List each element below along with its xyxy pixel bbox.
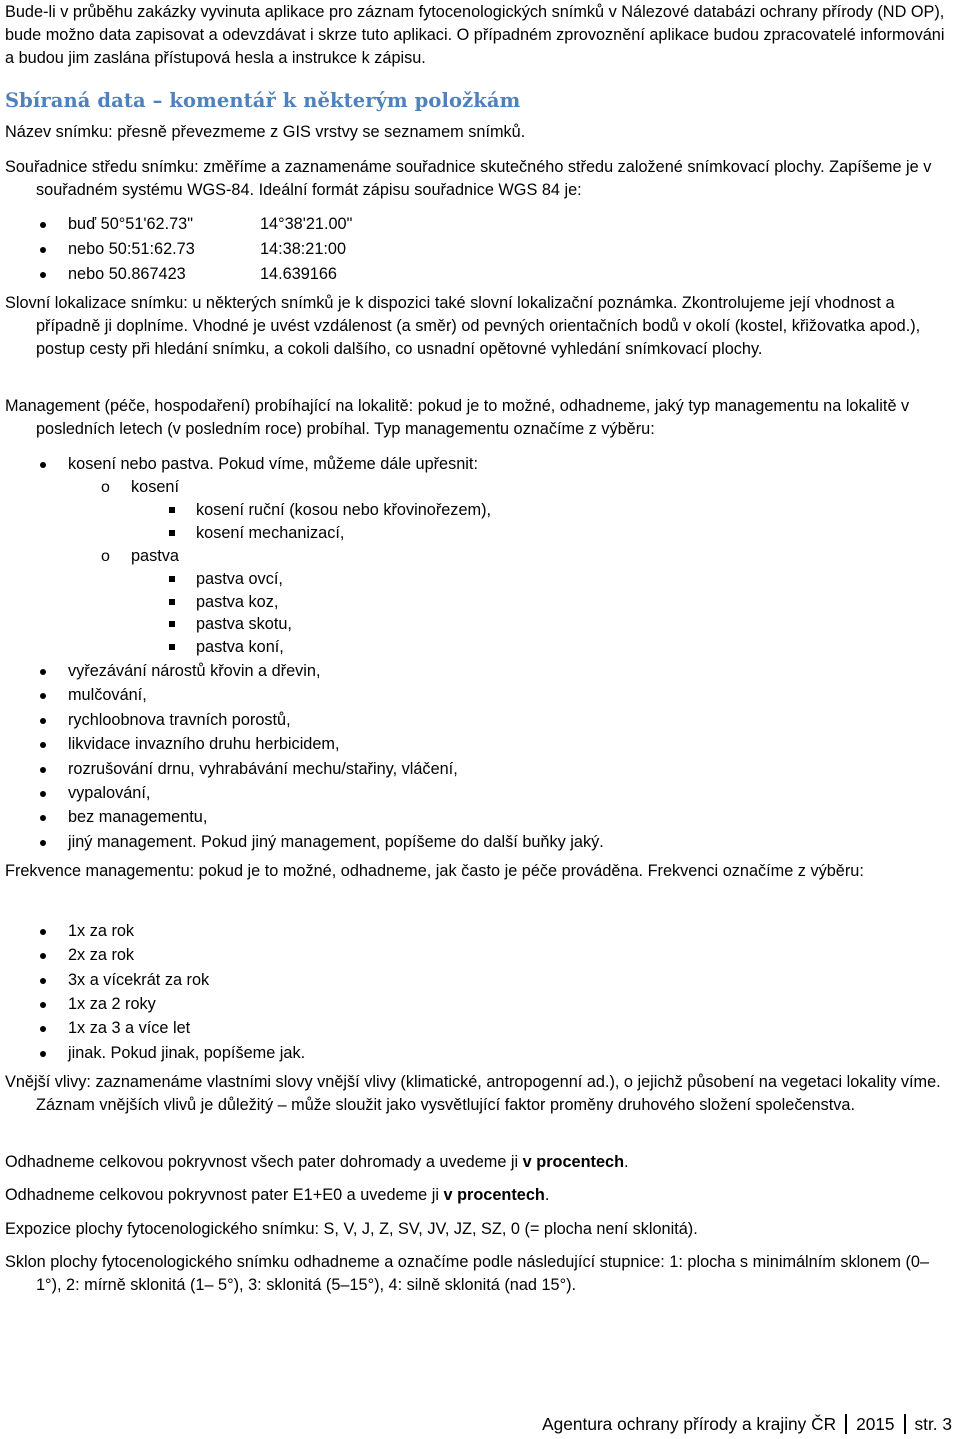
- list-item-text: 1x za 3 a více let: [68, 1019, 191, 1037]
- bullet-icon: [40, 693, 46, 699]
- bullet-icon: [40, 222, 46, 228]
- square-bullet-icon: [169, 507, 175, 513]
- page-footer: [542, 1413, 952, 1436]
- list-item-text: kosení ruční (kosou nebo křovinořezem),: [196, 501, 492, 519]
- bullet-icon: [40, 1002, 46, 1008]
- square-bullet-icon: [169, 599, 175, 605]
- bullet-icon: [40, 815, 46, 821]
- pokryvnost-e1e0-text: Odhadneme celkovou pokryvnost pater E1+E0 a uvedeme ji: [5, 1186, 444, 1204]
- list-item-text: kosení nebo pastva. Pokud víme, můžeme dále upřesnit:: [68, 455, 478, 473]
- list-item-text: rychloobnova travních porostů,: [68, 711, 291, 729]
- list-item-text: vyřezávání nárostů křovin a dřevin,: [68, 662, 321, 680]
- list-item-text: kosení: [131, 478, 179, 496]
- list-item-text: rozrušování drnu, vyhrabávání mechu/stařiny, vláčení,: [68, 760, 458, 778]
- coordinate-lat: buď 50°51'62.73": [68, 215, 194, 233]
- list-item-text: pastva: [131, 547, 179, 565]
- square-bullet-icon: [169, 621, 175, 627]
- nazev-paragraph: Název snímku: přesně převezmeme z GIS vrstvy se seznamem snímků.: [5, 123, 526, 141]
- bullet-icon: [40, 247, 46, 253]
- pokryvnost-all-text: Odhadneme celkovou pokryvnost všech pater dohromady a uvedeme ji: [5, 1153, 523, 1171]
- footer-separator: [845, 1414, 847, 1434]
- list-item-text: 3x a vícekrát za rok: [68, 971, 210, 989]
- coordinate-lon: 14.639166: [260, 265, 337, 283]
- pokryvnost-e1e0-emphasis: v procentech: [443, 1186, 545, 1204]
- list-item-text: 1x za rok: [68, 922, 135, 940]
- pokryvnost-e1e0-paragraph: [5, 1184, 953, 1207]
- pokryvnost-all-emphasis: v procentech: [522, 1153, 625, 1171]
- coordinate-lon: 14:38:21:00: [260, 240, 347, 258]
- intro-paragraph: Bude-li v průběhu zakázky vyvinuta aplikace pro záznam fytocenologických snímků v Nálezové databázi ochrany přírody (ND OP), bude možno data zapisovat a odevzdávat i skrze tuto aplikaci. O případném zprovoznění aplikace budou zpracovatelé informováni a budou jim zaslána přístupová hesla a instrukce k zápisu.: [5, 3, 945, 67]
- footer-separator: [904, 1414, 906, 1434]
- bullet-icon: [40, 742, 46, 748]
- list-item-text: kosení mechanizací,: [196, 524, 345, 542]
- souradnice-paragraph: Souřadnice středu snímku: změříme a zaznamenáme souřadnice skutečného středu založené snímkovací plochy. Zapíšeme je v souřadném systému WGS-84. Ideální formát zápisu souřadnice WGS 84 je:: [5, 158, 932, 199]
- coordinate-lat: nebo 50:51:62.73: [68, 240, 195, 258]
- bullet-icon: [40, 718, 46, 724]
- list-item-text: likvidace invazního druhu herbicidem,: [68, 735, 340, 753]
- bullet-icon: [40, 462, 46, 468]
- bullet-icon: [40, 1026, 46, 1032]
- list-item-text: vypalování,: [68, 784, 151, 802]
- list-item-text: jinak. Pokud jinak, popíšeme jak.: [68, 1044, 306, 1062]
- frekvence-paragraph: Frekvence managementu: pokud je to možné, odhadneme, jak často je péče prováděna. Frekvenci označíme z výběru:: [5, 862, 864, 880]
- bullet-icon: [40, 272, 46, 278]
- bullet-icon: [40, 669, 46, 675]
- list-item-text: pastva ovcí,: [196, 570, 283, 588]
- bullet-icon: [40, 840, 46, 846]
- bullet-icon: [40, 978, 46, 984]
- coordinate-lon: 14°38'21.00": [260, 215, 353, 233]
- square-bullet-icon: [169, 644, 175, 650]
- circle-bullet-icon: o: [101, 479, 110, 496]
- square-bullet-icon: [169, 576, 175, 582]
- footer-year: 2015: [856, 1414, 895, 1434]
- list-item-text: pastva koní,: [196, 638, 284, 656]
- pokryvnost-all-end: .: [624, 1153, 629, 1171]
- management-paragraph: Management (péče, hospodaření) probíhající na lokalitě: pokud je to možné, odhadneme, jaký typ managementu na lokalitě v posledních letech (v posledním roce) probíhal. Typ managementu označíme z výběru:: [5, 397, 910, 438]
- list-item-text: jiný management. Pokud jiný management, popíšeme do další buňky jaký.: [68, 833, 604, 851]
- list-item-text: bez managementu,: [68, 808, 208, 826]
- bullet-icon: [40, 791, 46, 797]
- list-item-text: pastva koz,: [196, 593, 279, 611]
- vnejsi-vlivy-paragraph: Vnější vlivy: zaznamenáme vlastními slovy vnější vlivy (klimatické, antropogenní ad.), o jejichž působení na vegetaci lokality víme. Záznam vnějších vlivů je důležitý – může sloužit jako vysvětlující faktor proměny druhového složení společenstva.: [5, 1073, 941, 1114]
- slovni-lokalizace-paragraph: Slovní lokalizace snímku: u některých snímků je k dispozici také slovní lokalizační poznámka. Zkontrolujeme její vhodnost a případně ji doplníme. Vhodné je uvést vzdálenost (a směr) od pevných orientačních bodů v okolí (kostel, křižovatka apod.), postup cesty při hledání snímku, a cokoli dalšího, co usnadní opětovné vyhledání snímkovací plochy.: [5, 294, 921, 358]
- sklon-paragraph: Sklon plochy fytocenologického snímku odhadneme a označíme podle následující stupnice: 1: plocha s minimálním sklonem (0–1°), 2: mírně sklonitá (1– 5°), 3: sklonitá (5–15°), 4: silně sklonitá (nad 15°).: [5, 1253, 930, 1294]
- list-item-text: 2x za rok: [68, 946, 135, 964]
- pokryvnost-e1e0-end: .: [544, 1186, 550, 1204]
- bullet-icon: [40, 767, 46, 773]
- pokryvnost-all-paragraph: [5, 1151, 953, 1174]
- circle-bullet-icon: o: [101, 548, 110, 565]
- bullet-icon: [40, 1051, 46, 1057]
- bullet-icon: [40, 929, 46, 935]
- list-item-text: pastva skotu,: [196, 615, 292, 633]
- footer-page-number: str. 3: [914, 1414, 952, 1434]
- section-heading: Sbíraná data – komentář k některým položkám: [5, 89, 521, 112]
- list-item-text: 1x za 2 roky: [68, 995, 156, 1013]
- bullet-icon: [40, 953, 46, 959]
- square-bullet-icon: [169, 530, 175, 536]
- footer-organization: Agentura ochrany přírody a krajiny ČR: [542, 1414, 837, 1434]
- list-item-text: mulčování,: [68, 686, 147, 704]
- coordinate-lat: nebo 50.867423: [68, 265, 186, 283]
- expozice-paragraph: Expozice plochy fytocenologického snímku: S, V, J, Z, SV, JV, JZ, SZ, 0 (= plocha není sklonitá).: [5, 1220, 698, 1238]
